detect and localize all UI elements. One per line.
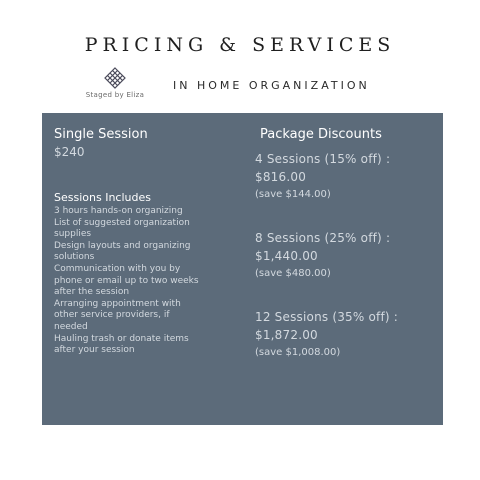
package-savings: (save $1,008.00) xyxy=(255,347,341,358)
woven-knot-icon xyxy=(104,67,126,89)
package-savings: (save $480.00) xyxy=(255,268,331,279)
list-item: needed xyxy=(54,321,88,332)
list-item: solutions xyxy=(54,252,95,263)
list-item: after the session xyxy=(54,287,130,298)
package-price: $1,440.00 xyxy=(255,249,318,263)
list-item: other service providers, if xyxy=(54,310,170,321)
includes-list xyxy=(54,206,239,357)
brand-name: Staged by Eliza xyxy=(85,91,145,99)
single-session-price: $240 xyxy=(54,145,85,159)
page-subtitle: IN HOME ORGANIZATION xyxy=(173,79,370,92)
package-discounts-heading: Package Discounts xyxy=(260,127,382,142)
package-price: $1,872.00 xyxy=(255,328,318,342)
list-item: 3 hours hands-on organizing xyxy=(54,206,183,216)
list-item: Design layouts and organizing xyxy=(54,240,191,251)
single-session-heading: Single Session xyxy=(54,127,148,142)
pricing-panel xyxy=(42,113,443,425)
list-item: after your session xyxy=(54,345,135,356)
package-savings: (save $144.00) xyxy=(255,189,331,200)
package-item xyxy=(255,150,435,203)
package-label: 4 Sessions (15% off) : xyxy=(255,152,391,166)
includes-heading: Sessions Includes xyxy=(54,191,151,204)
package-item xyxy=(255,229,435,282)
list-item: Hauling trash or donate items xyxy=(54,333,189,344)
single-session-column xyxy=(54,127,239,357)
package-label: 12 Sessions (35% off) : xyxy=(255,310,399,324)
list-item: Arranging appointment with xyxy=(54,298,181,309)
list-item: supplies xyxy=(54,229,92,240)
package-label: 8 Sessions (25% off) : xyxy=(255,231,391,245)
package-item xyxy=(255,308,435,361)
package-price: $816.00 xyxy=(255,170,307,184)
page-title: PRICING & SERVICES xyxy=(84,34,396,56)
package-discounts-column xyxy=(255,127,435,361)
list-item: List of suggested organization xyxy=(54,217,190,228)
list-item: phone or email up to two weeks xyxy=(54,275,199,286)
list-item: Communication with you by xyxy=(54,263,181,274)
brand-logo xyxy=(80,67,150,99)
